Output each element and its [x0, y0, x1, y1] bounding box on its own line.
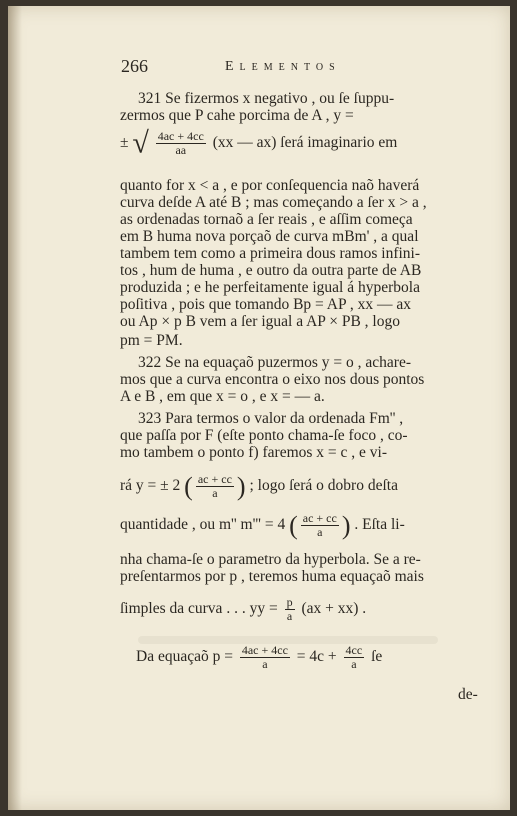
fraction-denominator: a [286, 609, 293, 623]
text-line: as ordenadas tornaõ a ſer reais , e aſſim começa [120, 211, 413, 228]
text-line: pm = PM. [120, 332, 183, 349]
fraction-numerator: 4cc [345, 643, 363, 657]
fraction [285, 596, 295, 623]
text-fragment: . Eſta li- [354, 516, 405, 534]
text-line: tambem tem como a primeira dous ramos infini- [120, 245, 421, 262]
fraction-numerator: ac + cc [302, 511, 337, 525]
fraction-numerator: ac + cc [197, 472, 232, 486]
formula-text: (xx — ax) ſerá imaginario em [212, 134, 398, 152]
text-line: curva deſde A até B ; mas começando a ſer x > a , [120, 194, 427, 211]
text-line: quanto for x < a , e por conſequencia naõ haverá [120, 177, 420, 194]
fraction [301, 512, 339, 539]
formula-sign: ± [120, 134, 129, 152]
text-line: tos , hum de huma , e outro da outra parte de AB [120, 262, 422, 279]
text-line: nha chama-ſe o parametro da hyperbola. Se a re- [120, 551, 421, 568]
close-paren: ) [236, 472, 246, 501]
formula-line [120, 126, 485, 172]
text-line: 323 Para termos o valor da ordenada Fm'' , [138, 410, 404, 427]
running-title: Elementos [225, 59, 341, 74]
fraction-denominator: a [351, 657, 357, 671]
fraction-numerator: 4ac + 4cc [241, 643, 288, 657]
fraction-denominator: aa [175, 143, 187, 157]
page-header [113, 56, 433, 82]
text-line: que paſſa por F (eſte ponto chama-ſe foco , co- [120, 427, 408, 444]
fraction [344, 644, 365, 671]
text-line: 321 Se fizermos x negativo , ou ſe ſuppu- [138, 90, 395, 107]
fraction-denominator: a [262, 657, 268, 671]
text-line: em B huma nova porçaõ de curva mBm' , a qual [120, 228, 419, 245]
formula-text: Da equaçaõ p = [136, 648, 233, 666]
formula-text: rá y = ± 2 [120, 477, 181, 495]
fraction-denominator: a [212, 486, 218, 500]
text-line: mo tambem o ponto f) faremos x = c , e vi- [120, 444, 388, 461]
formula-text: = 4c + [296, 648, 337, 666]
formula-text: ſimples da curva . . . yy = [120, 600, 278, 618]
sqrt-sign: √ [132, 126, 149, 160]
text-line: ou Ap × p B vem a ſer igual a AP × PB , logo [120, 313, 400, 330]
fraction-numerator: p [286, 595, 293, 609]
fraction [196, 473, 234, 500]
text-line: A e B , em que x = o , e x = — a. [120, 388, 325, 405]
text-line: zermos que P cahe porcima de A , y = [120, 107, 354, 124]
text-line: mos que a curva encontra o eixo nos dous pontos [120, 371, 425, 388]
formula-line [120, 473, 485, 507]
book-page [8, 6, 510, 810]
page-number: 266 [121, 56, 148, 76]
close-paren: ) [341, 511, 351, 540]
formula-line [136, 644, 501, 678]
formula-line [120, 596, 485, 630]
text-fragment: ; logo ſerá o dobro deſta [249, 477, 398, 495]
formula-text: (ax + xx) . [301, 600, 367, 618]
formula-text: quantidade , ou m'' m''' = 4 [120, 516, 286, 534]
formula-text: ſe [371, 648, 383, 666]
fraction [240, 644, 290, 671]
text-line: 322 Se na equaçaõ puzermos y = o , achare- [138, 354, 411, 371]
text-line: poſitiva , pois que tomando Bp = AP , xx — ax [120, 296, 412, 313]
catchword: de- [458, 686, 478, 703]
text-line: produzida ; e he perfeitamente igual á hyperbola [120, 279, 420, 296]
text-line: preſentarmos por p , teremos huma equaçaõ mais [120, 568, 424, 585]
fraction-numerator: 4ac + 4cc [157, 129, 204, 143]
page-spine-shadow [8, 6, 22, 810]
fraction-denominator: a [317, 525, 323, 539]
fraction [156, 130, 206, 157]
open-paren: ( [289, 511, 298, 540]
formula-line [120, 512, 485, 546]
bleed-through-shadow [138, 636, 438, 644]
open-paren: ( [184, 472, 193, 501]
